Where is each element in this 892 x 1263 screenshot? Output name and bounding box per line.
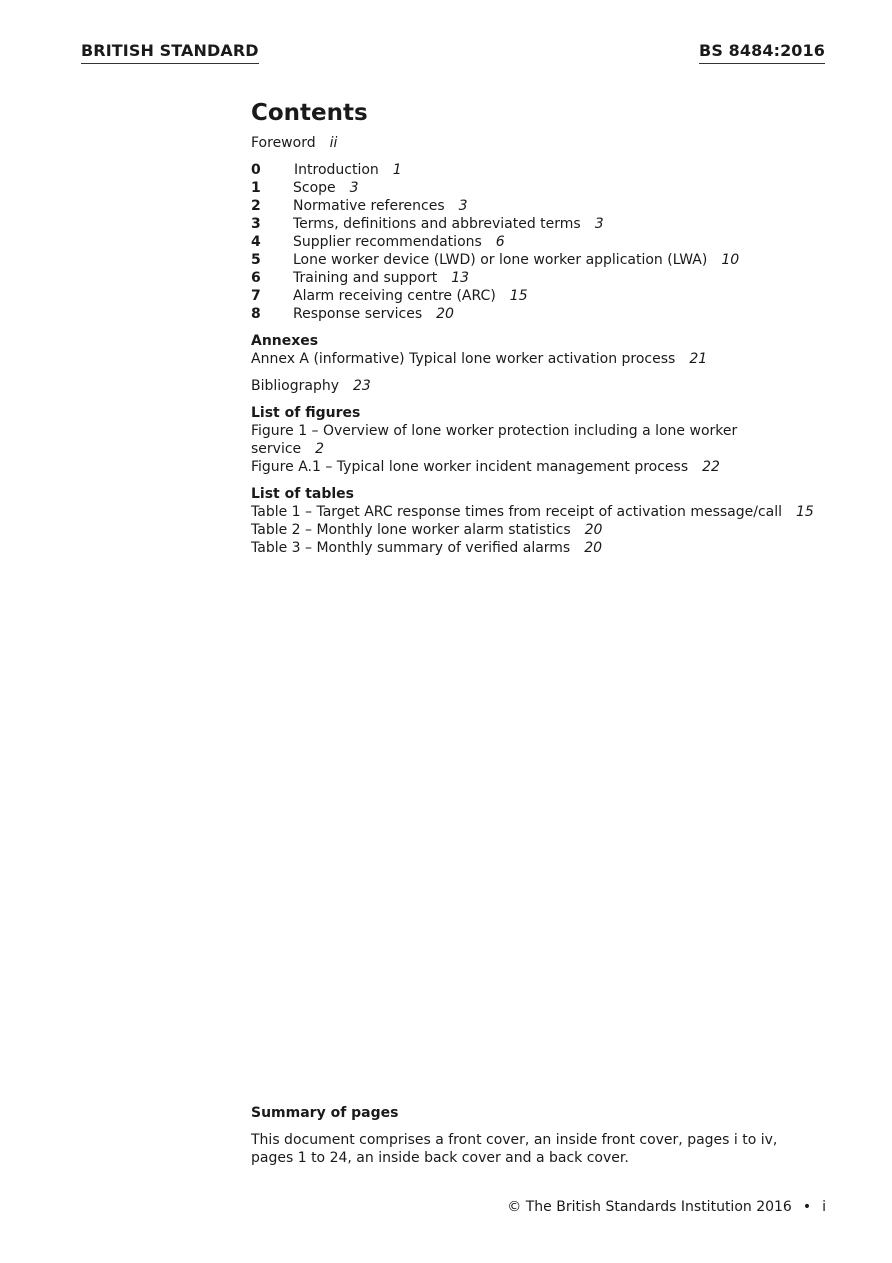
clause-title: Terms, definitions and abbreviated terms [293,216,581,232]
table-title: Table 3 – Monthly summary of verified alarms [251,540,571,556]
toc-foreword-label: Foreword [251,135,316,151]
toc-clause-list [251,161,851,323]
clause-title: Response services [293,306,423,322]
table-title: Table 1 – Target ARC response times from receipt of activation message/call [251,504,783,520]
clause-page: 10 [721,252,740,268]
toc-clause-0[interactable] [251,161,851,179]
clause-page: 6 [495,234,505,250]
toc-table-1[interactable] [251,503,851,521]
clause-number: 3 [251,216,261,232]
clause-page: 3 [594,216,604,232]
clause-title: Training and support [293,270,438,286]
toc-figures [251,404,851,476]
table-page: 20 [584,540,603,556]
table-page: 20 [584,522,603,538]
toc-clause-5[interactable] [251,251,851,269]
summary-of-pages [251,1104,811,1167]
bibliography-page: 23 [353,378,371,394]
toc-clause-7[interactable] [251,287,851,305]
annexes-heading: Annexes [251,333,319,349]
clause-title: Normative references [293,198,445,214]
clause-number: 5 [251,252,261,268]
figure-page: 2 [315,441,325,457]
clause-number: 8 [251,306,261,322]
annex-title: Annex A (informative) Typical lone worker activation process [251,351,676,367]
toc-clause-4[interactable] [251,233,851,251]
clause-number: 2 [251,198,261,214]
toc-tables [251,485,851,557]
summary-heading: Summary of pages [251,1105,399,1121]
clause-number: 1 [251,180,261,196]
contents-section [251,98,851,557]
summary-text-line-1: This document comprises a front cover, an inside front cover, pages i to iv, [251,1132,778,1148]
clause-number: 6 [251,270,261,286]
toc-bibliography[interactable] [251,377,851,395]
copyright-notice: © The British Standards Institution 2016 [507,1199,792,1215]
figure-title-line-2: service [251,441,302,457]
toc-table-2[interactable] [251,521,851,539]
toc-annexes [251,332,851,368]
clause-title: Lone worker device (LWD) or lone worker application (LWA) [293,252,708,268]
clause-title: Scope [293,180,336,196]
clause-page: 15 [509,288,528,304]
summary-text-line-2: pages 1 to 24, an inside back cover and a back cover. [251,1150,629,1166]
figure-title: Figure A.1 – Typical lone worker incident management process [251,459,689,475]
clause-title: Supplier recommendations [293,234,482,250]
tables-heading: List of tables [251,486,354,502]
header-standard-number: BS 8484:2016 [699,40,825,64]
clause-number: 0 [251,162,261,178]
clause-page: 13 [451,270,470,286]
table-page: 15 [796,504,814,520]
figure-page: 22 [702,459,720,475]
bullet-separator: • [802,1199,812,1215]
toc-clause-3[interactable] [251,215,851,233]
header-standard-label: BRITISH STANDARD [81,40,259,64]
toc-clause-1[interactable] [251,179,851,197]
clause-page: 1 [392,162,402,178]
annex-page: 21 [689,351,708,367]
toc-figure-1[interactable] [251,422,851,458]
page-footer [507,1198,826,1216]
toc-annex-a[interactable] [251,350,851,368]
clause-title: Introduction [294,162,379,178]
toc-foreword[interactable] [251,134,851,152]
toc-figure-a1[interactable] [251,458,851,476]
clause-title: Alarm receiving centre (ARC) [293,288,496,304]
page-number: i [822,1199,826,1215]
clause-number: 4 [251,234,261,250]
bibliography-label: Bibliography [251,378,339,394]
toc-table-3[interactable] [251,539,851,557]
clause-page: 3 [349,180,359,196]
toc-clause-8[interactable] [251,305,851,323]
table-title: Table 2 – Monthly lone worker alarm statistics [251,522,571,538]
contents-title: Contents [251,100,368,126]
toc-foreword-page: ii [329,135,338,151]
figures-heading: List of figures [251,405,361,421]
clause-page: 3 [458,198,468,214]
figure-title-line-1: Figure 1 – Overview of lone worker protection including a lone worker [251,423,738,439]
clause-number: 7 [251,288,261,304]
clause-page: 20 [436,306,454,322]
toc-clause-6[interactable] [251,269,851,287]
toc-clause-2[interactable] [251,197,851,215]
